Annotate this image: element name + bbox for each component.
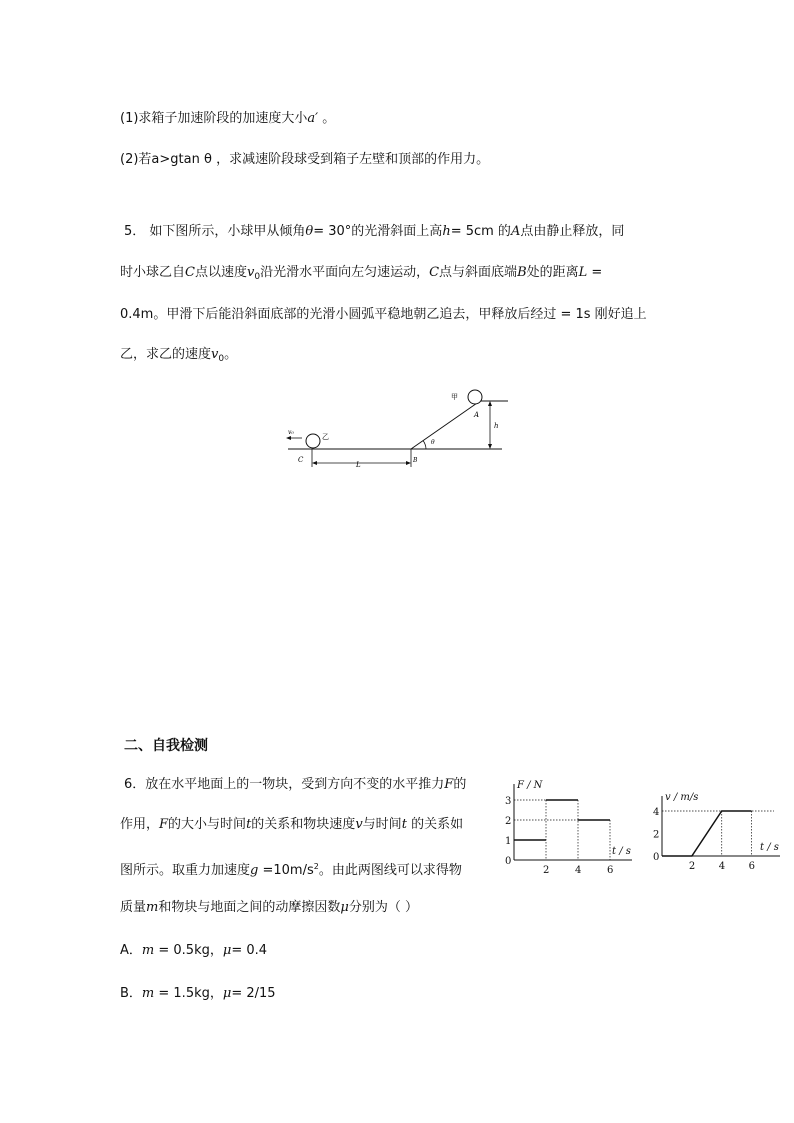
h-arrow-bottom [488, 444, 492, 449]
ball-yi [306, 434, 320, 448]
y-axis-label: F / N [517, 780, 543, 791]
x-tick-label: 6 [748, 861, 755, 872]
label-theta: θ [431, 439, 435, 446]
incline-figure [280, 385, 515, 475]
q5-line3: 0.4m。甲滑下后能沿斜面底部的光滑小圆弧平稳地朝乙追去，甲释放后经过 = 1s 刚好追上 [120, 307, 647, 322]
v0-arrowhead [286, 436, 291, 440]
label-c: C [298, 456, 304, 464]
label-jia: 甲 [451, 393, 458, 401]
label-b: B [413, 457, 418, 464]
l-arrow-left [312, 461, 317, 465]
ball-jia [468, 390, 482, 404]
label-h: h [494, 422, 499, 430]
y-tick-label: 2 [653, 829, 660, 841]
option-b[interactable]: B．m = 1.5kg，μ= 2/15 [120, 986, 276, 1001]
x-tick-label: 2 [688, 861, 696, 872]
y-tick-label: 4 [653, 807, 660, 818]
label-a: A [474, 411, 480, 419]
y-tick-label: 3 [505, 796, 512, 807]
q5-line1: 5． 如下图所示，小球甲从倾角θ= 30°的光滑斜面上高h= 5cm 的A点由静止释放，同 [124, 224, 625, 239]
y-axis-label: v / m/s [665, 792, 699, 803]
incline-line [411, 401, 480, 449]
section-heading: 二、自我检测 [124, 738, 208, 754]
velocity-line [662, 811, 752, 856]
x-tick-label: 4 [718, 861, 726, 872]
origin-label: 0 [505, 856, 512, 867]
label-v0: v₀ [288, 429, 294, 436]
origin-label: 0 [653, 852, 660, 863]
x-tick-label: 6 [607, 865, 614, 876]
velocity-time-chart [640, 756, 790, 876]
q6-line1: 6．放在水平地面上的一物块，受到方向不变的水平推力F的 [124, 777, 467, 792]
l-arrow-right [406, 461, 411, 465]
force-time-chart [495, 758, 645, 878]
label-l: L [356, 461, 361, 469]
h-arrow-top [488, 401, 492, 406]
q4-part1: (1)求箱子加速阶段的加速度大小a′ 。 [120, 111, 336, 126]
y-tick-label: 2 [505, 816, 512, 827]
q6-line3: 图所示。取重力加速度$g =10m/s^2$。由此两图线可以求得物 [120, 862, 462, 878]
theta-arc [423, 441, 426, 450]
q4-part2: (2)若a>gtan θ ，求减速阶段球受到箱子左壁和顶部的作用力。 [120, 152, 490, 167]
q6-line4: 质量m和物块与地面之间的动摩擦因数μ分别为（ ） [120, 900, 418, 915]
option-a[interactable]: A．m = 0.5kg，μ= 0.4 [120, 943, 268, 958]
y-tick-label: 1 [505, 836, 512, 847]
q5-line2: 时小球乙自C点以速度$v_0$沿光滑水平面向左匀速运动，C点与斜面底端B处的距离L = [120, 265, 603, 282]
x-tick-label: 4 [575, 865, 582, 876]
x-axis-label: t / s [612, 846, 631, 857]
x-axis-label: t / s [760, 842, 779, 853]
q6-line2: 作用，F的大小与时间t的关系和物块速度v与时间t 的关系如 [120, 817, 464, 832]
x-tick-label: 2 [543, 865, 550, 876]
label-yi: 乙 [322, 433, 329, 441]
q5-line4: 乙，求乙的速度$v_0$。 [120, 347, 238, 364]
